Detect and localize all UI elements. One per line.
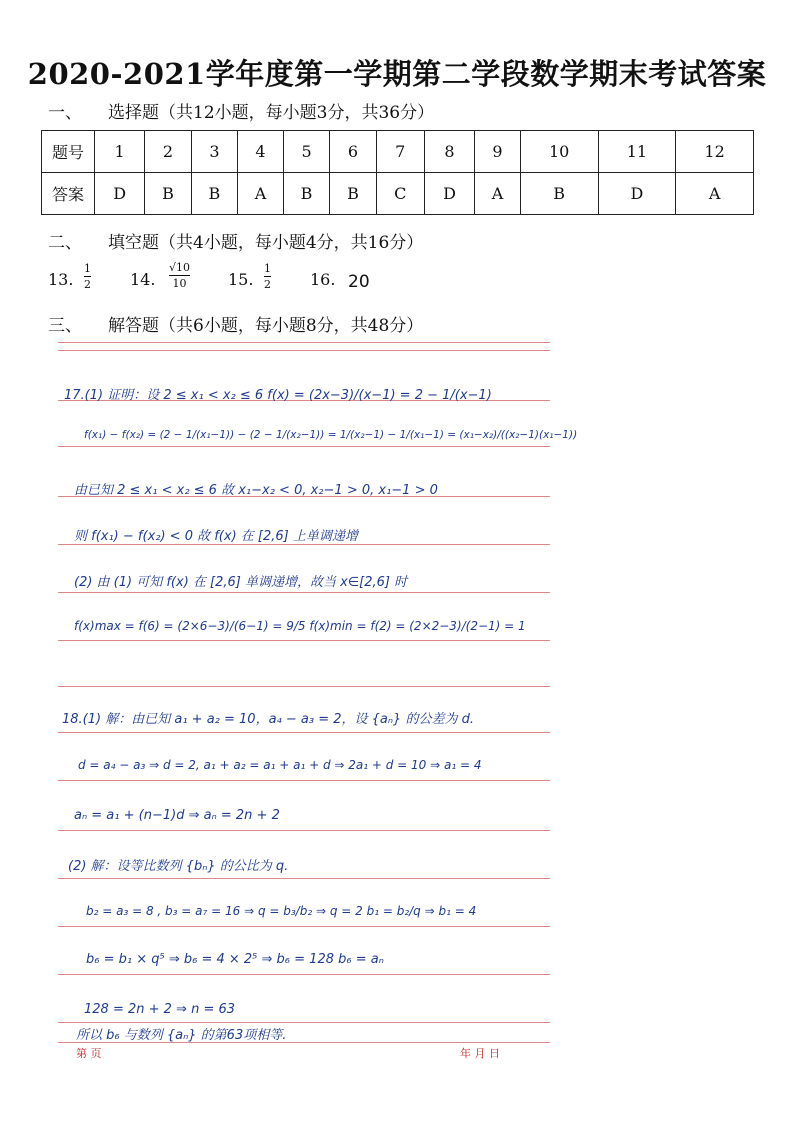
handwritten-line: b₆ = b₁ × q⁵ ⇒ b₆ = 4 × 2⁵ ⇒ b₆ = 128 b₆ = aₙ [86,952,384,967]
fill-q16-label: 16. [310,270,336,289]
footer-page: 第 页 [76,1047,102,1060]
table-cell-number: 3 [191,131,237,173]
table-cell-answer: B [330,173,376,215]
section-fill-label: 填空题（共4小题，每小题4分，共16分） [108,233,424,253]
handwritten-line: 则 f(x₁) − f(x₂) < 0 故 f(x) 在 [2,6] 上单调递增 [74,529,358,544]
handwritten-line: 18.(1) 解：由已知 a₁ + a₂ = 10，a₄ − a₃ = 2，设 {aₙ} 的公差为 d. [62,712,474,727]
handwritten-line: d = a₄ − a₃ ⇒ d = 2, a₁ + a₂ = a₁ + a₁ + d ⇒ 2a₁ + d = 10 ⇒ a₁ = 4 [78,758,482,772]
fill-q14-label: 14. [130,270,156,289]
fill-q15-fraction [264,263,271,290]
table-cell-answer: B [191,173,237,215]
fill-q14-fraction [169,262,190,289]
table-cell-number: 1 [95,131,145,173]
table-cell-number: 11 [598,131,676,173]
table-cell-number: 7 [376,131,424,173]
table-header-answer: 答案 [42,173,95,215]
fill-answers [48,262,468,298]
table-header-number: 题号 [42,131,95,173]
handwritten-line: (2) 解：设等比数列 {bₙ} 的公比为 q. [68,859,289,874]
section-solve-number: 三、 [48,316,82,336]
section-fill-heading [48,228,423,253]
table-cell-number: 5 [283,131,329,173]
section-choice-number: 一、 [48,103,82,123]
table-cell-answer: B [520,173,598,215]
section-solve-label: 解答题（共6小题，每小题8分，共48分） [108,316,424,336]
table-cell-answer: C [376,173,424,215]
table-cell-answer: D [424,173,474,215]
answer-table-number-row [42,131,754,173]
table-cell-answer: A [475,173,521,215]
table-cell-answer: A [676,173,754,215]
handwritten-line: f(x)max = f(6) = (2×6−3)/(6−1) = 9/5 f(x)min = f(2) = (2×2−3)/(2−1) = 1 [74,619,526,633]
answer-table [41,130,754,215]
table-cell-number: 4 [238,131,284,173]
section-solve-heading [48,311,423,336]
footer-date: 年 月 日 [460,1047,500,1060]
table-cell-number: 10 [520,131,598,173]
fill-q14-denominator: 10 [172,277,187,290]
handwritten-line: f(x₁) − f(x₂) = (2 − 1/(x₁−1)) − (2 − 1/(x₂−1)) = 1/(x₂−1) − 1/(x₁−1) = (x₁−x₂)/((x₂−1)(x₁−1)) [84,429,578,441]
handwritten-line: 128 = 2n + 2 ⇒ n = 63 [84,1002,236,1017]
fill-q14-numerator: √10 [169,261,191,274]
page-title: 2020-2021学年度第一学期第二学段数学期末考试答案 [27,57,767,91]
table-cell-answer: D [598,173,676,215]
handwritten-line: 由已知 2 ≤ x₁ < x₂ ≤ 6 故 x₁−x₂ < 0, x₂−1 > 0, x₁−1 > 0 [74,483,438,498]
table-cell-answer: A [238,173,284,215]
table-cell-answer: B [145,173,191,215]
table-cell-number: 12 [676,131,754,173]
section-choice-label: 选择题（共12小题，每小题3分，共36分） [108,103,435,123]
table-cell-number: 9 [475,131,521,173]
table-cell-answer: D [95,173,145,215]
fill-q16-value: 20 [348,272,370,292]
table-cell-number: 2 [145,131,191,173]
fill-q15-denominator: 2 [264,278,271,291]
section-choice-heading [48,98,434,123]
handwritten-line: 所以 b₆ 与数列 {aₙ} 的第63项相等. [76,1028,287,1043]
table-cell-answer: B [283,173,329,215]
fill-q13-label: 13. [48,270,74,289]
fill-q13-denominator: 2 [84,278,91,291]
fill-q13-fraction [84,263,91,290]
fill-q13-numerator: 1 [84,262,91,275]
answer-table-answer-row [42,173,754,215]
table-cell-number: 8 [424,131,474,173]
handwritten-line: (2) 由 (1) 可知 f(x) 在 [2,6] 单调递增，故当 x∈[2,6] 时 [74,575,408,590]
handwritten-line: b₂ = a₃ = 8 , b₃ = a₇ = 16 ⇒ q = b₃/b₂ ⇒ q = 2 b₁ = b₂/q ⇒ b₁ = 4 [86,904,477,918]
fill-q15-label: 15. [228,270,254,289]
table-cell-number: 6 [330,131,376,173]
handwritten-answer-sheet [58,338,578,1068]
handwritten-line: aₙ = a₁ + (n−1)d ⇒ aₙ = 2n + 2 [74,808,280,823]
fill-q15-numerator: 1 [264,262,271,275]
section-fill-number: 二、 [48,233,82,253]
handwritten-line: 17.(1) 证明：设 2 ≤ x₁ < x₂ ≤ 6 f(x) = (2x−3)/(x−1) = 2 − 1/(x−1) [64,388,492,403]
